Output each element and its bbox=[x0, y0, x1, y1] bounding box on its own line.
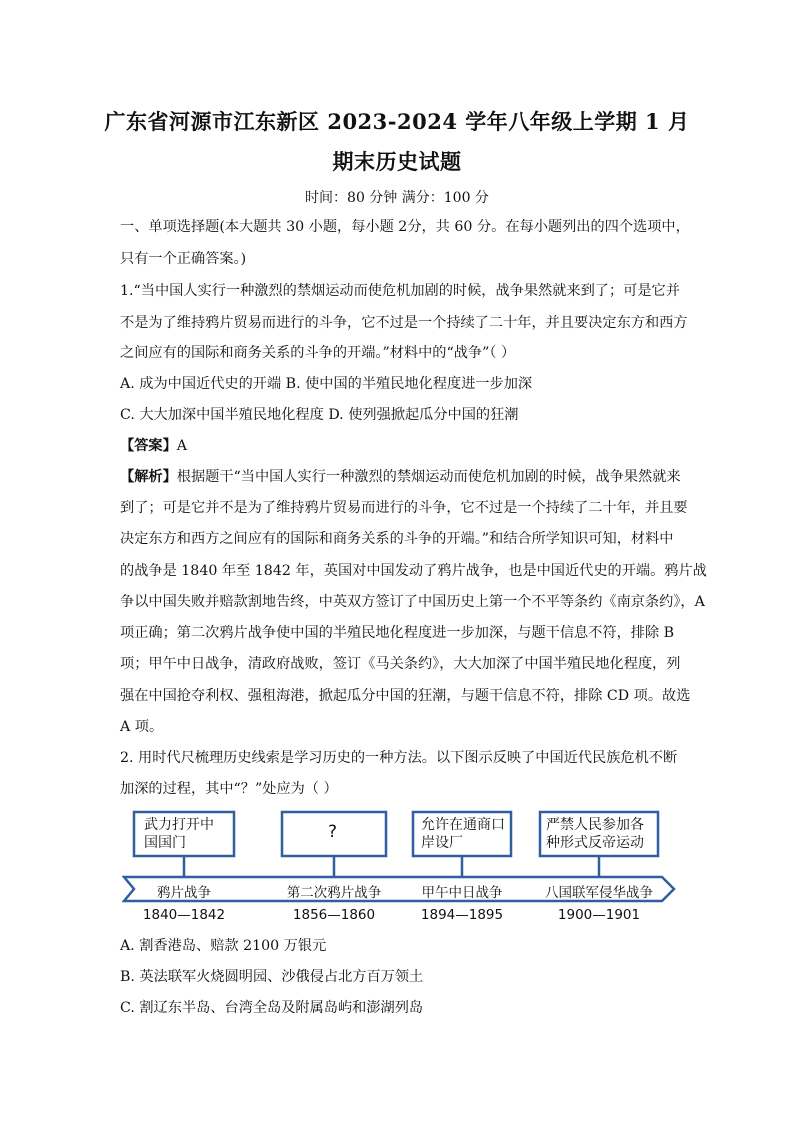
timeline-event-2: 第二次鸦片战争 bbox=[286, 885, 382, 901]
section-intro-line2: 只有一个正确答案。) bbox=[120, 251, 247, 267]
timeline-box-2-question: ? bbox=[328, 822, 338, 842]
q1-answer bbox=[120, 436, 680, 456]
section-intro-line1: 一、单项选择题(本大题共 30 小题，每小题 2分，共 60 分。在每小题列出的四个选项中， bbox=[120, 219, 690, 235]
timeline-year-2: 1856—1860 bbox=[292, 907, 376, 923]
q1-stem-line2: 不是为了维持鸦片贸易而进行的斗争，它不过是一个持续了二十年，并且要决定东方和西方 bbox=[120, 315, 688, 331]
timeline-box-1-line2: 国国门 bbox=[144, 835, 186, 851]
q1-analysis-line2: 到了；可是它并不是为了维持鸦片贸易而进行的斗争，它不过是一个持续了二十年，并且要 bbox=[120, 500, 688, 516]
timeline-box-4-line2: 种形式反帝运动 bbox=[546, 835, 644, 851]
timeline-box-3-line1: 允许在通商口 bbox=[421, 817, 505, 833]
q1-analysis-line7: 项；甲午中日战争，清政府战败，签订《马关条约》，大大加深了中国半殖民地化程度，列 bbox=[120, 656, 681, 672]
page-title-line1: 广东省河源市江东新区 2023-2024 学年八年级上学期 1 月 bbox=[104, 109, 690, 134]
answer-value: A bbox=[176, 438, 188, 454]
q1-options-cd: C. 大大加深中国半殖民地化程度 D. 使列强掀起瓜分中国的狂潮 bbox=[120, 407, 519, 423]
q1-analysis-line9: A 项。 bbox=[120, 719, 164, 735]
timeline-year-3: 1894—1895 bbox=[420, 907, 504, 923]
timeline-event-1: 鸦片战争 bbox=[157, 885, 211, 901]
q2-option-a: A. 割香港岛、赔款 2100 万银元 bbox=[120, 938, 327, 954]
timeline-year-1: 1840—1842 bbox=[142, 907, 226, 923]
timeline-box-3-line2: 岸设厂 bbox=[421, 835, 463, 851]
q2-option-c: C. 割辽东半岛、台湾全岛及附属岛屿和澎湖列岛 bbox=[120, 1000, 424, 1016]
q1-analysis-line3: 决定东方和西方之间应有的国际和商务关系的斗争的开端。”和结合所学知识可知，材料中 bbox=[120, 531, 674, 547]
timeline-event-3: 甲午中日战争 bbox=[421, 885, 503, 901]
q2-stem-line2: 加深的过程，其中“？”处应为（ ） bbox=[120, 781, 338, 797]
timeline-box-1-line1: 武力打开中 bbox=[144, 817, 214, 833]
q1-stem-line1: 1.“当中国人实行一种激烈的禁烟运动而使危机加剧的时候，战争果然就来到了；可是它并 bbox=[120, 283, 680, 299]
q1-analysis-line4: 的战争是 1840 年至 1842 年，英国对中国发动了鸦片战争，也是中国近代史的开端。鸦片战 bbox=[120, 563, 707, 579]
analysis-label: 【解析】 bbox=[120, 469, 177, 485]
q1-options-ab: A. 成为中国近代史的开端 B. 使中国的半殖民地化程度进一步加深 bbox=[120, 376, 533, 392]
q1-analysis-line8: 强在中国抢夺利权、强租海港，掀起瓜分中国的狂潮，与题干信息不符，排除 CD 项。故选 bbox=[120, 688, 691, 704]
q2-stem-line1: 2. 用时代尺梳理历史线索是学习历史的一种方法。以下图示反映了中国近代民族危机不断 bbox=[120, 750, 678, 766]
q1-analysis-line5: 争以中国失败并赔款割地告终，中英双方签订了中国历史上第一个不平等条约《南京条约》，A bbox=[120, 594, 705, 610]
q1-analysis-line1 bbox=[120, 467, 680, 487]
timeline-box-4-line1: 严禁人民参加各 bbox=[546, 817, 644, 833]
answer-label: 【答案】 bbox=[120, 438, 177, 454]
q2-option-b: B. 英法联军火烧圆明园、沙俄侵占北方百万领土 bbox=[120, 969, 424, 985]
timeline-event-4: 八国联军侵华战争 bbox=[545, 885, 653, 901]
timeline-year-4: 1900—1901 bbox=[557, 907, 641, 923]
q1-stem-line3: 之间应有的国际和商务关系的斗争的开端。”材料中的“战争”（ ） bbox=[120, 345, 516, 361]
exam-meta: 时间：80 分钟 满分：100 分 bbox=[305, 190, 489, 206]
page-title-line2: 期末历史试题 bbox=[332, 149, 462, 174]
analysis-text: 根据题干“当中国人实行一种激烈的禁烟运动而使危机加剧的时候，战争果然就来 bbox=[176, 469, 681, 485]
timeline-diagram bbox=[122, 808, 678, 928]
q1-analysis-line6: 项正确；第二次鸦片战争使中国的半殖民地化程度进一步加深，与题干信息不符，排除 B bbox=[120, 625, 675, 641]
